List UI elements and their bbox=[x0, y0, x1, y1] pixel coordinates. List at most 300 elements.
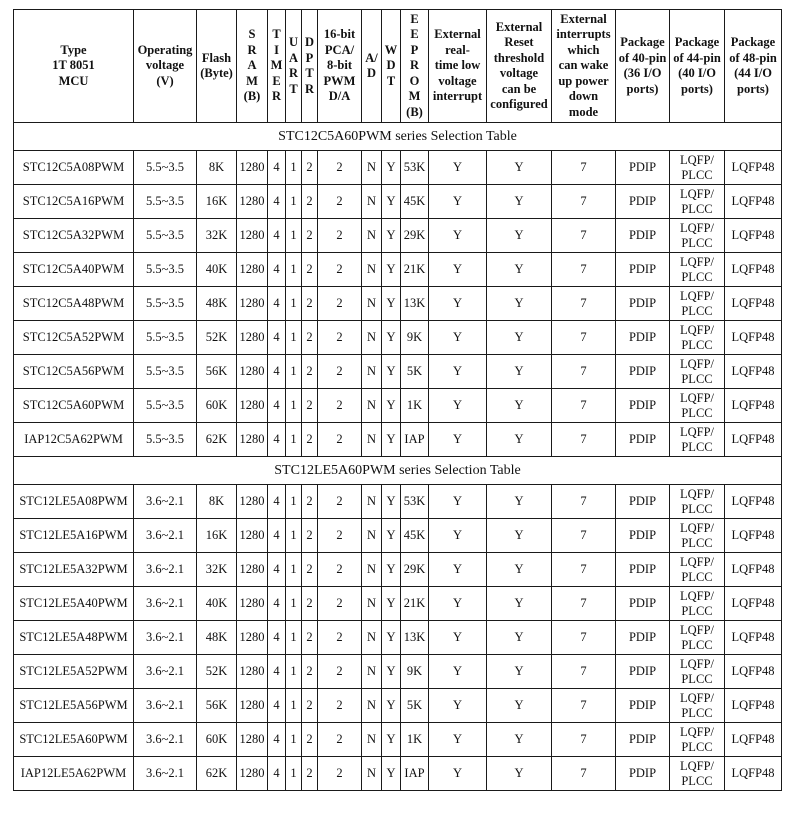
cell-line: PLCC bbox=[681, 603, 713, 618]
header-line: I bbox=[274, 42, 279, 57]
header-line: mode bbox=[568, 104, 599, 119]
cell-dptr: 2 bbox=[302, 389, 318, 423]
cell-timer: 4 bbox=[268, 587, 286, 621]
cell-wakeup-interrupts: 7 bbox=[552, 253, 616, 287]
mcu-selection-table bbox=[13, 9, 782, 791]
cell-low-voltage-interrupt: Y bbox=[429, 621, 487, 655]
cell-sram: 1280 bbox=[237, 355, 268, 389]
cell-line: LQFP/ bbox=[679, 554, 715, 569]
cell-type: STC12C5A40PWM bbox=[14, 253, 134, 287]
section-header-row bbox=[14, 123, 782, 151]
cell-pca-pwm-da: 2 bbox=[318, 655, 362, 689]
cell-pca-pwm-da: 2 bbox=[318, 485, 362, 519]
cell-line: PLCC bbox=[681, 671, 713, 686]
cell-timer: 4 bbox=[268, 355, 286, 389]
header-line: PCA/ bbox=[324, 42, 355, 57]
cell-timer: 4 bbox=[268, 621, 286, 655]
cell-reset-threshold: Y bbox=[487, 621, 552, 655]
cell-pca-pwm-da: 2 bbox=[318, 151, 362, 185]
cell-pca-pwm-da: 2 bbox=[318, 621, 362, 655]
cell-line: LQFP/ bbox=[679, 424, 715, 439]
cell-uart: 1 bbox=[286, 321, 302, 355]
cell-wakeup-interrupts: 7 bbox=[552, 689, 616, 723]
cell-type: STC12C5A32PWM bbox=[14, 219, 134, 253]
cell-eeprom: 1K bbox=[401, 389, 429, 423]
cell-type: STC12C5A16PWM bbox=[14, 185, 134, 219]
cell-wakeup-interrupts: 7 bbox=[552, 321, 616, 355]
cell-wdt: Y bbox=[382, 219, 401, 253]
cell-package-44pin bbox=[670, 757, 725, 791]
header-line: down bbox=[568, 89, 599, 104]
cell-package-44pin bbox=[670, 519, 725, 553]
header-line: can be bbox=[501, 81, 537, 96]
header-line: Reset bbox=[504, 35, 534, 49]
header-line: (40 I/O bbox=[678, 66, 716, 80]
column-header-eeprom bbox=[401, 10, 429, 123]
header-line: 16-bit bbox=[323, 27, 356, 42]
table-row bbox=[14, 485, 782, 519]
cell-ad: N bbox=[362, 621, 382, 655]
cell-timer: 4 bbox=[268, 519, 286, 553]
cell-dptr: 2 bbox=[302, 151, 318, 185]
cell-line: LQFP/ bbox=[679, 390, 715, 405]
cell-flash: 56K bbox=[197, 355, 237, 389]
cell-uart: 1 bbox=[286, 151, 302, 185]
header-line: P bbox=[410, 42, 419, 57]
cell-package-48pin: LQFP48 bbox=[725, 689, 782, 723]
cell-package-48pin: LQFP48 bbox=[725, 587, 782, 621]
header-line: (36 I/O bbox=[623, 66, 662, 80]
cell-package-48pin: LQFP48 bbox=[725, 621, 782, 655]
cell-line: LQFP/ bbox=[679, 254, 715, 269]
cell-wakeup-interrupts: 7 bbox=[552, 621, 616, 655]
cell-flash: 8K bbox=[197, 485, 237, 519]
cell-pca-pwm-da: 2 bbox=[318, 389, 362, 423]
header-line: D bbox=[386, 58, 396, 73]
header-line: of 40-pin bbox=[618, 50, 667, 65]
cell-ad: N bbox=[362, 423, 382, 457]
column-header-wakeup-interrupts bbox=[552, 10, 616, 123]
cell-dptr: 2 bbox=[302, 485, 318, 519]
cell-eeprom: IAP bbox=[401, 423, 429, 457]
column-header-low-voltage-interrupt bbox=[429, 10, 487, 123]
cell-eeprom: 5K bbox=[401, 355, 429, 389]
cell-pca-pwm-da: 2 bbox=[318, 689, 362, 723]
header-line: Package bbox=[620, 35, 665, 49]
cell-line: PLCC bbox=[681, 739, 713, 754]
cell-wakeup-interrupts: 7 bbox=[552, 389, 616, 423]
cell-operating-voltage: 5.5~3.5 bbox=[134, 423, 197, 457]
cell-flash: 32K bbox=[197, 553, 237, 587]
cell-type: STC12C5A48PWM bbox=[14, 287, 134, 321]
header-line: T bbox=[386, 73, 396, 88]
table-row bbox=[14, 757, 782, 791]
cell-dptr: 2 bbox=[302, 423, 318, 457]
cell-ad: N bbox=[362, 219, 382, 253]
table-row bbox=[14, 219, 782, 253]
cell-ad: N bbox=[362, 655, 382, 689]
cell-reset-threshold: Y bbox=[487, 723, 552, 757]
cell-ad: N bbox=[362, 151, 382, 185]
header-line: (Byte) bbox=[200, 66, 233, 80]
cell-package-44pin bbox=[670, 423, 725, 457]
header-line: R bbox=[247, 42, 257, 57]
cell-timer: 4 bbox=[268, 553, 286, 587]
column-header-flash bbox=[197, 10, 237, 123]
cell-package-44pin bbox=[670, 655, 725, 689]
cell-eeprom: 21K bbox=[401, 587, 429, 621]
header-line: Operating bbox=[137, 42, 193, 57]
cell-eeprom: 29K bbox=[401, 553, 429, 587]
cell-package-48pin: LQFP48 bbox=[725, 519, 782, 553]
cell-package-44pin bbox=[670, 287, 725, 321]
cell-wdt: Y bbox=[382, 519, 401, 553]
header-line: ports) bbox=[737, 81, 769, 96]
cell-package-40pin: PDIP bbox=[616, 655, 670, 689]
cell-dptr: 2 bbox=[302, 519, 318, 553]
cell-reset-threshold: Y bbox=[487, 587, 552, 621]
cell-package-40pin: PDIP bbox=[616, 151, 670, 185]
cell-reset-threshold: Y bbox=[487, 287, 552, 321]
cell-line: LQFP/ bbox=[679, 656, 715, 671]
cell-line: PLCC bbox=[681, 337, 713, 352]
cell-uart: 1 bbox=[286, 355, 302, 389]
cell-sram: 1280 bbox=[237, 219, 268, 253]
cell-dptr: 2 bbox=[302, 355, 318, 389]
cell-eeprom: 53K bbox=[401, 151, 429, 185]
cell-package-44pin bbox=[670, 621, 725, 655]
cell-ad: N bbox=[362, 519, 382, 553]
cell-package-40pin: PDIP bbox=[616, 757, 670, 791]
cell-ad: N bbox=[362, 587, 382, 621]
cell-package-48pin: LQFP48 bbox=[725, 757, 782, 791]
column-header-wdt bbox=[382, 10, 401, 123]
cell-flash: 60K bbox=[197, 389, 237, 423]
cell-dptr: 2 bbox=[302, 321, 318, 355]
table-row bbox=[14, 355, 782, 389]
cell-ad: N bbox=[362, 355, 382, 389]
cell-reset-threshold: Y bbox=[487, 423, 552, 457]
column-header-operating-voltage bbox=[134, 10, 197, 123]
cell-wdt: Y bbox=[382, 389, 401, 423]
cell-operating-voltage: 3.6~2.1 bbox=[134, 519, 197, 553]
cell-line: PLCC bbox=[681, 269, 713, 284]
header-line: voltage bbox=[145, 58, 185, 73]
cell-low-voltage-interrupt: Y bbox=[429, 689, 487, 723]
cell-sram: 1280 bbox=[237, 689, 268, 723]
cell-ad: N bbox=[362, 723, 382, 757]
header-line: time low bbox=[434, 58, 481, 73]
cell-package-44pin bbox=[670, 553, 725, 587]
header-line: M bbox=[270, 58, 283, 73]
cell-eeprom: 9K bbox=[401, 655, 429, 689]
cell-package-44pin bbox=[670, 355, 725, 389]
cell-pca-pwm-da: 2 bbox=[318, 253, 362, 287]
header-line: T bbox=[272, 27, 281, 42]
table-row bbox=[14, 321, 782, 355]
header-line: ports) bbox=[626, 81, 659, 96]
cell-package-48pin: LQFP48 bbox=[725, 219, 782, 253]
cell-sram: 1280 bbox=[237, 723, 268, 757]
cell-type: STC12LE5A48PWM bbox=[14, 621, 134, 655]
cell-operating-voltage: 5.5~3.5 bbox=[134, 355, 197, 389]
cell-line: PLCC bbox=[681, 167, 713, 182]
cell-line: PLCC bbox=[681, 535, 713, 550]
cell-operating-voltage: 5.5~3.5 bbox=[134, 389, 197, 423]
cell-package-48pin: LQFP48 bbox=[725, 485, 782, 519]
header-line: voltage bbox=[499, 66, 539, 80]
cell-uart: 1 bbox=[286, 219, 302, 253]
cell-package-48pin: LQFP48 bbox=[725, 321, 782, 355]
cell-timer: 4 bbox=[268, 219, 286, 253]
cell-flash: 60K bbox=[197, 723, 237, 757]
cell-pca-pwm-da: 2 bbox=[318, 723, 362, 757]
cell-wdt: Y bbox=[382, 655, 401, 689]
cell-flash: 32K bbox=[197, 219, 237, 253]
cell-wdt: Y bbox=[382, 587, 401, 621]
column-header-sram bbox=[237, 10, 268, 123]
header-line: (44 I/O bbox=[734, 66, 772, 80]
cell-timer: 4 bbox=[268, 689, 286, 723]
cell-type: STC12C5A60PWM bbox=[14, 389, 134, 423]
cell-package-48pin: LQFP48 bbox=[725, 655, 782, 689]
cell-uart: 1 bbox=[286, 253, 302, 287]
cell-uart: 1 bbox=[286, 485, 302, 519]
cell-uart: 1 bbox=[286, 185, 302, 219]
cell-timer: 4 bbox=[268, 253, 286, 287]
column-header-pca-pwm-da bbox=[318, 10, 362, 123]
cell-operating-voltage: 3.6~2.1 bbox=[134, 757, 197, 791]
cell-reset-threshold: Y bbox=[487, 553, 552, 587]
header-line: E bbox=[410, 27, 419, 42]
header-line: External bbox=[495, 19, 543, 34]
cell-eeprom: 1K bbox=[401, 723, 429, 757]
cell-ad: N bbox=[362, 553, 382, 587]
cell-line: LQFP/ bbox=[679, 186, 715, 201]
header-line: interrupts bbox=[556, 27, 611, 42]
cell-eeprom: 13K bbox=[401, 621, 429, 655]
cell-uart: 1 bbox=[286, 689, 302, 723]
header-line: M bbox=[246, 73, 258, 88]
header-row bbox=[14, 10, 782, 123]
table-row bbox=[14, 689, 782, 723]
cell-dptr: 2 bbox=[302, 587, 318, 621]
cell-line: PLCC bbox=[681, 569, 713, 584]
cell-pca-pwm-da: 2 bbox=[318, 287, 362, 321]
table-row bbox=[14, 553, 782, 587]
cell-package-40pin: PDIP bbox=[616, 689, 670, 723]
cell-package-44pin bbox=[670, 689, 725, 723]
header-line: R bbox=[304, 81, 315, 96]
cell-reset-threshold: Y bbox=[487, 757, 552, 791]
cell-pca-pwm-da: 2 bbox=[318, 587, 362, 621]
cell-low-voltage-interrupt: Y bbox=[429, 757, 487, 791]
cell-type: STC12LE5A32PWM bbox=[14, 553, 134, 587]
cell-line: LQFP/ bbox=[679, 724, 715, 739]
cell-timer: 4 bbox=[268, 287, 286, 321]
column-header-timer bbox=[268, 10, 286, 123]
cell-wakeup-interrupts: 7 bbox=[552, 757, 616, 791]
cell-reset-threshold: Y bbox=[487, 151, 552, 185]
cell-line: PLCC bbox=[681, 501, 713, 516]
cell-eeprom: 45K bbox=[401, 519, 429, 553]
cell-uart: 1 bbox=[286, 757, 302, 791]
cell-ad: N bbox=[362, 689, 382, 723]
header-line: E bbox=[410, 11, 419, 26]
cell-pca-pwm-da: 2 bbox=[318, 219, 362, 253]
cell-package-40pin: PDIP bbox=[616, 321, 670, 355]
cell-wakeup-interrupts: 7 bbox=[552, 219, 616, 253]
header-line: real- bbox=[445, 42, 470, 57]
cell-package-48pin: LQFP48 bbox=[725, 553, 782, 587]
cell-dptr: 2 bbox=[302, 185, 318, 219]
cell-line: PLCC bbox=[681, 637, 713, 652]
cell-wdt: Y bbox=[382, 689, 401, 723]
table-row bbox=[14, 587, 782, 621]
column-header-ad bbox=[362, 10, 382, 123]
cell-low-voltage-interrupt: Y bbox=[429, 355, 487, 389]
cell-line: PLCC bbox=[681, 405, 713, 420]
cell-line: LQFP/ bbox=[679, 622, 715, 637]
cell-timer: 4 bbox=[268, 723, 286, 757]
cell-package-44pin bbox=[670, 185, 725, 219]
cell-operating-voltage: 5.5~3.5 bbox=[134, 287, 197, 321]
cell-wakeup-interrupts: 7 bbox=[552, 485, 616, 519]
cell-package-44pin bbox=[670, 587, 725, 621]
header-line: M bbox=[408, 89, 421, 104]
table-row bbox=[14, 423, 782, 457]
cell-reset-threshold: Y bbox=[487, 689, 552, 723]
cell-low-voltage-interrupt: Y bbox=[429, 519, 487, 553]
cell-dptr: 2 bbox=[302, 553, 318, 587]
column-header-package-48pin bbox=[725, 10, 782, 123]
section-header-row bbox=[14, 457, 782, 485]
cell-type: STC12C5A52PWM bbox=[14, 321, 134, 355]
cell-sram: 1280 bbox=[237, 485, 268, 519]
cell-timer: 4 bbox=[268, 185, 286, 219]
header-line: of 48-pin bbox=[729, 50, 777, 65]
cell-package-48pin: LQFP48 bbox=[725, 355, 782, 389]
cell-operating-voltage: 3.6~2.1 bbox=[134, 587, 197, 621]
section-title: STC12LE5A60PWM series Selection Table bbox=[14, 457, 782, 485]
cell-wdt: Y bbox=[382, 423, 401, 457]
cell-wakeup-interrupts: 7 bbox=[552, 287, 616, 321]
cell-ad: N bbox=[362, 389, 382, 423]
cell-type: IAP12LE5A62PWM bbox=[14, 757, 134, 791]
cell-package-48pin: LQFP48 bbox=[725, 389, 782, 423]
cell-dptr: 2 bbox=[302, 689, 318, 723]
cell-reset-threshold: Y bbox=[487, 485, 552, 519]
header-line: ports) bbox=[681, 81, 713, 96]
cell-wdt: Y bbox=[382, 151, 401, 185]
header-line: S bbox=[248, 27, 256, 42]
cell-flash: 40K bbox=[197, 253, 237, 287]
cell-low-voltage-interrupt: Y bbox=[429, 253, 487, 287]
cell-eeprom: 45K bbox=[401, 185, 429, 219]
header-line: O bbox=[409, 73, 420, 88]
cell-package-44pin bbox=[670, 151, 725, 185]
header-line: A bbox=[288, 50, 299, 65]
header-line: MCU bbox=[58, 73, 89, 88]
cell-low-voltage-interrupt: Y bbox=[429, 485, 487, 519]
header-line: (B) bbox=[406, 104, 423, 119]
cell-package-40pin: PDIP bbox=[616, 185, 670, 219]
header-line: T bbox=[305, 66, 314, 80]
cell-timer: 4 bbox=[268, 655, 286, 689]
header-line: 1T 8051 bbox=[52, 58, 95, 73]
cell-type: STC12C5A56PWM bbox=[14, 355, 134, 389]
cell-sram: 1280 bbox=[237, 185, 268, 219]
cell-type: STC12C5A08PWM bbox=[14, 151, 134, 185]
cell-pca-pwm-da: 2 bbox=[318, 757, 362, 791]
cell-ad: N bbox=[362, 185, 382, 219]
cell-sram: 1280 bbox=[237, 253, 268, 287]
header-line: D bbox=[366, 66, 377, 80]
column-header-package-44pin bbox=[670, 10, 725, 123]
cell-timer: 4 bbox=[268, 321, 286, 355]
cell-pca-pwm-da: 2 bbox=[318, 355, 362, 389]
header-line: can wake bbox=[558, 58, 609, 73]
cell-dptr: 2 bbox=[302, 757, 318, 791]
header-line: (V) bbox=[156, 73, 174, 88]
cell-sram: 1280 bbox=[237, 321, 268, 355]
cell-package-44pin bbox=[670, 253, 725, 287]
cell-operating-voltage: 5.5~3.5 bbox=[134, 151, 197, 185]
header-line: A/ bbox=[365, 50, 378, 65]
cell-operating-voltage: 3.6~2.1 bbox=[134, 723, 197, 757]
header-line: D bbox=[304, 35, 315, 49]
cell-wdt: Y bbox=[382, 485, 401, 519]
header-line: T bbox=[289, 81, 298, 96]
cell-line: PLCC bbox=[681, 371, 713, 386]
cell-low-voltage-interrupt: Y bbox=[429, 219, 487, 253]
cell-line: PLCC bbox=[681, 235, 713, 250]
cell-ad: N bbox=[362, 253, 382, 287]
cell-flash: 8K bbox=[197, 151, 237, 185]
cell-uart: 1 bbox=[286, 621, 302, 655]
cell-package-40pin: PDIP bbox=[616, 519, 670, 553]
table-row bbox=[14, 519, 782, 553]
cell-package-40pin: PDIP bbox=[616, 587, 670, 621]
cell-flash: 52K bbox=[197, 321, 237, 355]
cell-pca-pwm-da: 2 bbox=[318, 185, 362, 219]
cell-wakeup-interrupts: 7 bbox=[552, 185, 616, 219]
cell-package-40pin: PDIP bbox=[616, 723, 670, 757]
cell-dptr: 2 bbox=[302, 621, 318, 655]
cell-low-voltage-interrupt: Y bbox=[429, 587, 487, 621]
cell-wakeup-interrupts: 7 bbox=[552, 423, 616, 457]
cell-package-48pin: LQFP48 bbox=[725, 423, 782, 457]
cell-timer: 4 bbox=[268, 757, 286, 791]
cell-dptr: 2 bbox=[302, 219, 318, 253]
cell-uart: 1 bbox=[286, 423, 302, 457]
cell-sram: 1280 bbox=[237, 151, 268, 185]
cell-line: LQFP/ bbox=[679, 520, 715, 535]
cell-package-40pin: PDIP bbox=[616, 621, 670, 655]
cell-sram: 1280 bbox=[237, 655, 268, 689]
cell-line: LQFP/ bbox=[679, 288, 715, 303]
cell-wdt: Y bbox=[382, 757, 401, 791]
cell-line: PLCC bbox=[681, 773, 713, 788]
cell-operating-voltage: 3.6~2.1 bbox=[134, 655, 197, 689]
cell-pca-pwm-da: 2 bbox=[318, 519, 362, 553]
table-row bbox=[14, 723, 782, 757]
table-row bbox=[14, 151, 782, 185]
cell-low-voltage-interrupt: Y bbox=[429, 723, 487, 757]
cell-package-40pin: PDIP bbox=[616, 219, 670, 253]
cell-flash: 48K bbox=[197, 621, 237, 655]
cell-uart: 1 bbox=[286, 287, 302, 321]
